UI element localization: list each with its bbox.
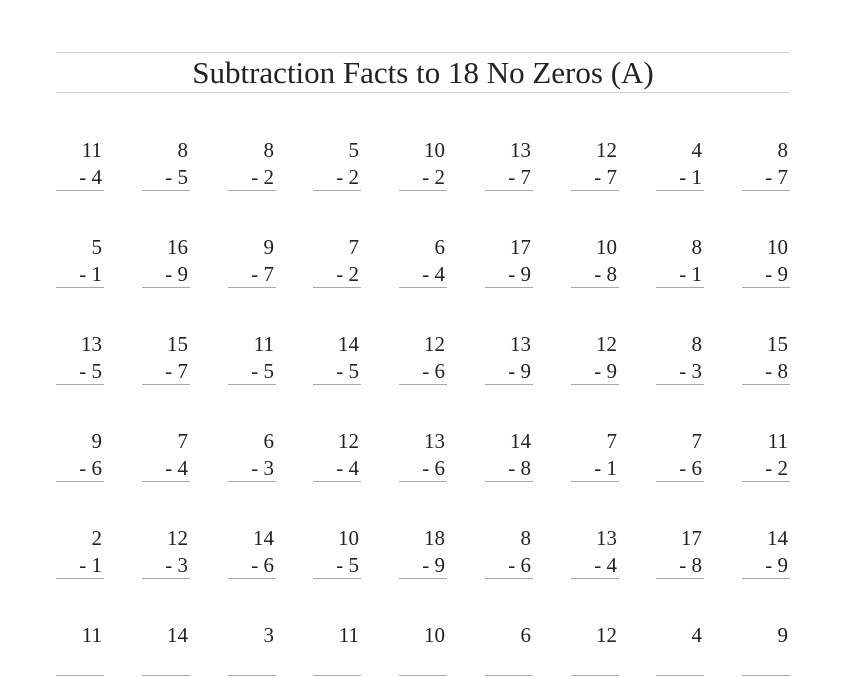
problem — [313, 332, 361, 386]
minuend: 7 — [348, 235, 359, 259]
problem — [742, 526, 790, 580]
minuend: 6 — [520, 623, 531, 647]
answer-line — [399, 190, 447, 191]
page-title: Subtraction Facts to 18 No Zeros (A) — [192, 55, 654, 90]
answer-line — [399, 287, 447, 288]
minuend: 5 — [348, 138, 359, 162]
answer-line — [56, 384, 104, 385]
problem — [571, 332, 619, 386]
minuend: 12 — [167, 526, 188, 550]
problem — [56, 332, 104, 386]
problem — [571, 623, 619, 677]
answer-line — [485, 675, 533, 676]
answer-line — [56, 287, 104, 288]
minuend: 6 — [434, 235, 445, 259]
minuend: 3 — [263, 623, 274, 647]
problem — [742, 235, 790, 289]
problem-grid — [56, 138, 790, 647]
answer-line — [571, 287, 619, 288]
answer-line — [571, 384, 619, 385]
answer-line — [228, 190, 276, 191]
subtrahend: - 9 — [594, 359, 617, 383]
minuend: 14 — [510, 429, 531, 453]
subtrahend: - 5 — [336, 359, 359, 383]
subtrahend: - 4 — [422, 262, 445, 286]
answer-line — [56, 190, 104, 191]
subtrahend: - 5 — [165, 165, 188, 189]
problem — [313, 623, 361, 677]
answer-line — [571, 481, 619, 482]
answer-line — [399, 578, 447, 579]
minuend: 17 — [681, 526, 702, 550]
subtrahend: - 2 — [336, 262, 359, 286]
minuend: 7 — [606, 429, 617, 453]
minuend: 11 — [81, 138, 102, 162]
answer-line — [399, 481, 447, 482]
problem — [399, 429, 447, 483]
problem — [228, 429, 276, 483]
problem — [571, 526, 619, 580]
subtrahend: - 8 — [765, 359, 788, 383]
problem — [399, 526, 447, 580]
minuend: 11 — [338, 623, 359, 647]
subtrahend: - 1 — [79, 262, 102, 286]
subtrahend: - 8 — [594, 262, 617, 286]
answer-line — [56, 481, 104, 482]
problem — [571, 429, 619, 483]
subtrahend: - 6 — [79, 456, 102, 480]
minuend: 17 — [510, 235, 531, 259]
minuend: 8 — [177, 138, 188, 162]
minuend: 15 — [167, 332, 188, 356]
subtrahend: - 7 — [251, 262, 274, 286]
problem — [142, 138, 190, 192]
subtrahend: - 3 — [165, 553, 188, 577]
answer-line — [485, 481, 533, 482]
subtrahend: - 9 — [765, 262, 788, 286]
answer-line — [742, 287, 790, 288]
subtrahend: - 7 — [765, 165, 788, 189]
answer-line — [313, 675, 361, 676]
minuend: 10 — [424, 138, 445, 162]
minuend: 8 — [691, 235, 702, 259]
answer-line — [313, 287, 361, 288]
subtrahend: - 1 — [679, 165, 702, 189]
answer-line — [228, 384, 276, 385]
minuend: 15 — [767, 332, 788, 356]
answer-line — [313, 578, 361, 579]
problem — [228, 235, 276, 289]
minuend: 9 — [777, 623, 788, 647]
subtrahend: - 5 — [251, 359, 274, 383]
problem — [313, 526, 361, 580]
answer-line — [399, 675, 447, 676]
minuend: 13 — [81, 332, 102, 356]
subtrahend: - 3 — [679, 359, 702, 383]
subtrahend: - 7 — [165, 359, 188, 383]
minuend: 9 — [91, 429, 102, 453]
problem — [56, 235, 104, 289]
answer-line — [656, 481, 704, 482]
answer-line — [571, 578, 619, 579]
minuend: 16 — [167, 235, 188, 259]
subtrahend: - 9 — [508, 262, 531, 286]
minuend: 8 — [691, 332, 702, 356]
answer-line — [571, 675, 619, 676]
subtrahend: - 3 — [251, 456, 274, 480]
problem — [56, 138, 104, 192]
answer-line — [742, 384, 790, 385]
problem — [571, 235, 619, 289]
problem — [485, 332, 533, 386]
minuend: 8 — [777, 138, 788, 162]
answer-line — [742, 481, 790, 482]
minuend: 14 — [253, 526, 274, 550]
problem — [228, 138, 276, 192]
subtrahend: - 9 — [165, 262, 188, 286]
subtrahend: - 2 — [251, 165, 274, 189]
problem — [142, 332, 190, 386]
minuend: 10 — [596, 235, 617, 259]
problem — [142, 623, 190, 677]
answer-line — [571, 190, 619, 191]
minuend: 13 — [510, 332, 531, 356]
minuend: 12 — [424, 332, 445, 356]
minuend: 13 — [596, 526, 617, 550]
minuend: 11 — [253, 332, 274, 356]
answer-line — [313, 384, 361, 385]
answer-line — [142, 190, 190, 191]
problem — [399, 332, 447, 386]
subtrahend: - 4 — [79, 165, 102, 189]
subtrahend: - 5 — [79, 359, 102, 383]
minuend: 8 — [263, 138, 274, 162]
minuend: 6 — [263, 429, 274, 453]
answer-line — [228, 287, 276, 288]
subtrahend: - 9 — [508, 359, 531, 383]
minuend: 14 — [767, 526, 788, 550]
subtrahend: - 9 — [765, 553, 788, 577]
subtrahend: - 5 — [336, 553, 359, 577]
subtrahend: - 4 — [594, 553, 617, 577]
answer-line — [485, 384, 533, 385]
problem — [656, 526, 704, 580]
answer-line — [485, 190, 533, 191]
subtrahend: - 9 — [422, 553, 445, 577]
problem — [399, 623, 447, 677]
answer-line — [228, 675, 276, 676]
minuend: 2 — [91, 526, 102, 550]
subtrahend: - 6 — [422, 456, 445, 480]
answer-line — [228, 578, 276, 579]
problem — [656, 332, 704, 386]
title-bar — [56, 52, 790, 93]
answer-line — [742, 578, 790, 579]
minuend: 8 — [520, 526, 531, 550]
problem — [485, 138, 533, 192]
answer-line — [742, 675, 790, 676]
minuend: 7 — [691, 429, 702, 453]
minuend: 12 — [596, 623, 617, 647]
problem — [142, 235, 190, 289]
problem — [56, 429, 104, 483]
problem — [313, 429, 361, 483]
minuend: 10 — [767, 235, 788, 259]
problem — [656, 623, 704, 677]
problem — [313, 235, 361, 289]
subtrahend: - 1 — [79, 553, 102, 577]
subtrahend: - 6 — [679, 456, 702, 480]
minuend: 13 — [510, 138, 531, 162]
problem — [399, 235, 447, 289]
minuend: 4 — [691, 138, 702, 162]
minuend: 9 — [263, 235, 274, 259]
answer-line — [742, 190, 790, 191]
subtrahend: - 8 — [508, 456, 531, 480]
subtrahend: - 8 — [679, 553, 702, 577]
answer-line — [656, 287, 704, 288]
problem — [228, 332, 276, 386]
problem — [228, 526, 276, 580]
problem — [656, 235, 704, 289]
problem — [742, 332, 790, 386]
problem — [142, 429, 190, 483]
minuend: 12 — [338, 429, 359, 453]
minuend: 7 — [177, 429, 188, 453]
problem — [56, 526, 104, 580]
subtrahend: - 6 — [422, 359, 445, 383]
problem — [56, 623, 104, 677]
minuend: 12 — [596, 138, 617, 162]
minuend: 14 — [167, 623, 188, 647]
answer-line — [656, 675, 704, 676]
answer-line — [656, 384, 704, 385]
minuend: 10 — [338, 526, 359, 550]
answer-line — [313, 481, 361, 482]
answer-line — [485, 578, 533, 579]
minuend: 13 — [424, 429, 445, 453]
problem — [485, 526, 533, 580]
problem — [313, 138, 361, 192]
subtrahend: - 2 — [422, 165, 445, 189]
answer-line — [56, 578, 104, 579]
answer-line — [485, 287, 533, 288]
subtrahend: - 7 — [508, 165, 531, 189]
minuend: 5 — [91, 235, 102, 259]
problem — [485, 235, 533, 289]
problem — [485, 623, 533, 677]
problem — [485, 429, 533, 483]
minuend: 10 — [424, 623, 445, 647]
answer-line — [142, 481, 190, 482]
minuend: 4 — [691, 623, 702, 647]
problem — [742, 429, 790, 483]
subtrahend: - 7 — [594, 165, 617, 189]
subtrahend: - 4 — [336, 456, 359, 480]
subtrahend: - 6 — [251, 553, 274, 577]
minuend: 18 — [424, 526, 445, 550]
problem — [742, 138, 790, 192]
minuend: 12 — [596, 332, 617, 356]
subtrahend: - 1 — [679, 262, 702, 286]
problem — [742, 623, 790, 677]
answer-line — [313, 190, 361, 191]
problem — [399, 138, 447, 192]
answer-line — [142, 287, 190, 288]
subtrahend: - 2 — [765, 456, 788, 480]
subtrahend: - 4 — [165, 456, 188, 480]
answer-line — [228, 481, 276, 482]
problem — [656, 138, 704, 192]
minuend: 11 — [767, 429, 788, 453]
problem — [656, 429, 704, 483]
problem — [228, 623, 276, 677]
problem — [142, 526, 190, 580]
answer-line — [142, 384, 190, 385]
problem — [571, 138, 619, 192]
answer-line — [142, 675, 190, 676]
minuend: 11 — [81, 623, 102, 647]
minuend: 14 — [338, 332, 359, 356]
subtrahend: - 2 — [336, 165, 359, 189]
answer-line — [656, 190, 704, 191]
answer-line — [656, 578, 704, 579]
answer-line — [142, 578, 190, 579]
answer-line — [56, 675, 104, 676]
subtrahend: - 1 — [594, 456, 617, 480]
subtrahend: - 6 — [508, 553, 531, 577]
answer-line — [399, 384, 447, 385]
